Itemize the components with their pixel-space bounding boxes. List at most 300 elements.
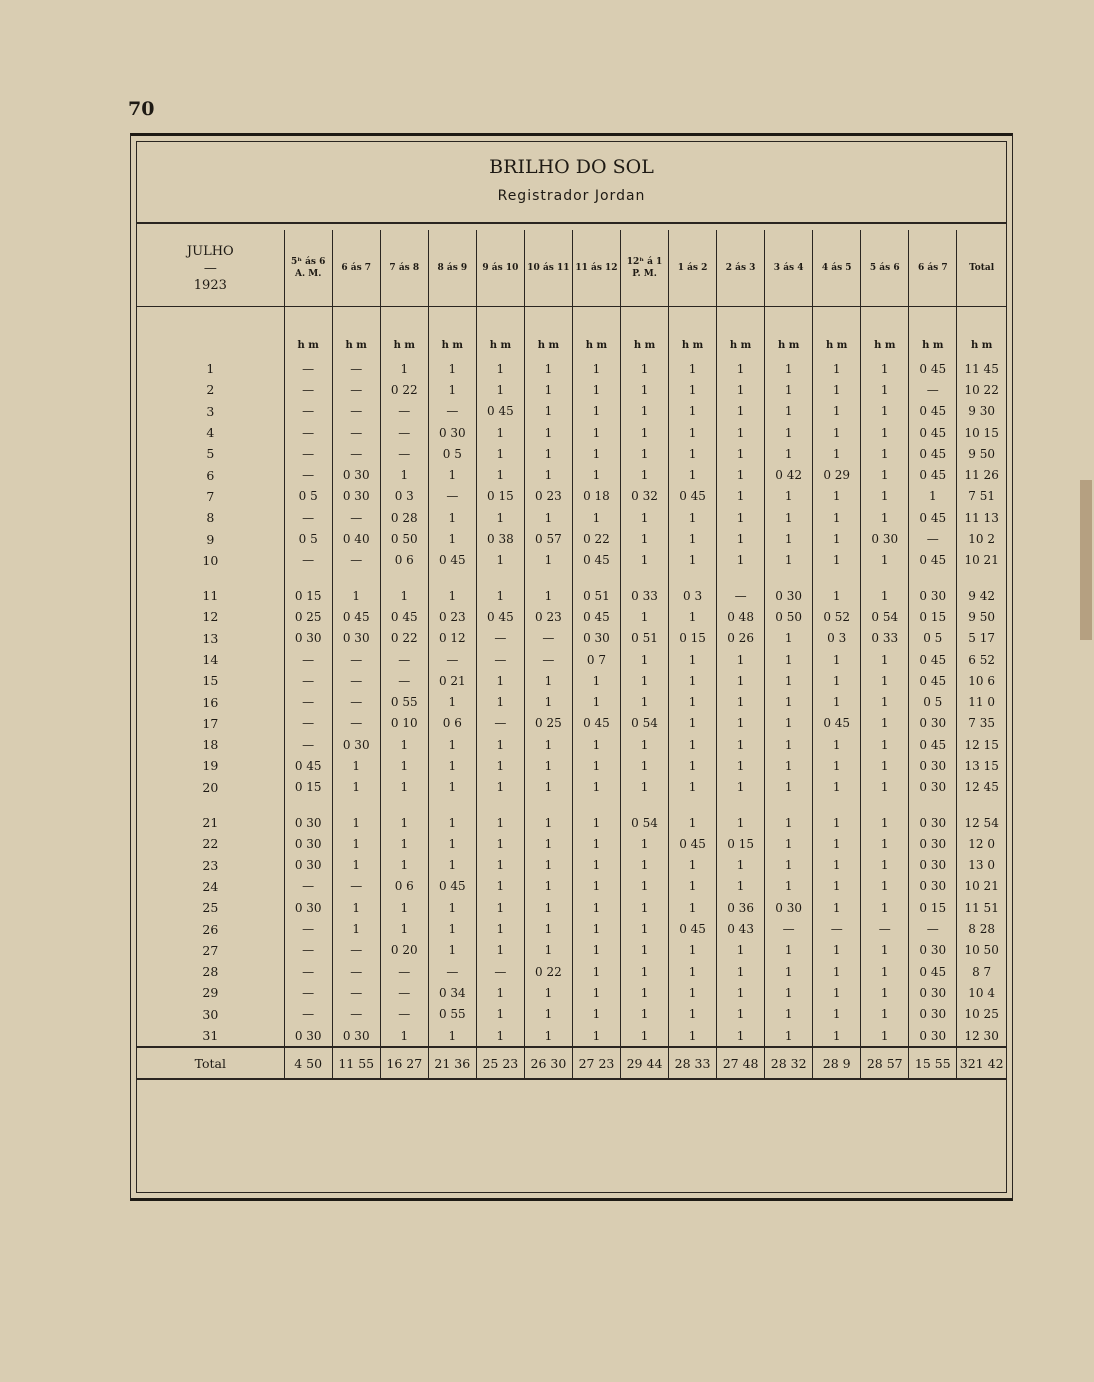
month-dash: — [203,260,217,276]
value-cell: 1 [717,876,765,897]
page-edge-stain [1080,480,1092,640]
value-cell: 0 30 [909,798,957,833]
value-cell: 0 30 [332,734,380,755]
value-cell: 10 25 [957,1004,1006,1025]
value-cell: 1 [524,401,572,422]
value-cell: 0 43 [717,918,765,939]
table-row [137,358,1006,379]
table-row [137,982,1006,1003]
value-cell: — [332,550,380,571]
value-cell: 1 [765,833,813,854]
value-cell: 0 30 [909,1004,957,1025]
value-cell: 1 [620,379,668,400]
table-title: BRILHO DO SOL [489,156,654,178]
table-row [137,507,1006,528]
value-cell: 0 30 [765,897,813,918]
value-cell: 1 [813,855,861,876]
value-cell: 11 0 [957,691,1006,712]
value-cell: 1 [572,940,620,961]
value-cell: 1 [428,777,476,798]
value-cell: 1 [717,1004,765,1025]
value-cell: — [332,982,380,1003]
value-cell: 1 [476,755,524,776]
day-cell: 22 [202,836,219,852]
total-cell: 321 42 [957,1047,1006,1079]
value-cell: 1 [620,982,668,1003]
value-cell: 1 [428,798,476,833]
value-cell: — [284,358,332,379]
value-cell: — [428,649,476,670]
value-cell: 1 [620,422,668,443]
day-cell: 1 [206,361,215,377]
value-cell: 1 [765,961,813,982]
value-cell: 1 [813,670,861,691]
value-cell: 11 13 [957,507,1006,528]
value-cell: 1 [669,798,717,833]
day-cell: 21 [202,815,219,831]
value-cell: — [284,550,332,571]
table-row [137,918,1006,939]
table-row [137,550,1006,571]
value-cell: 1 [428,755,476,776]
units-label: h m [765,307,813,359]
value-cell: 1 [524,1004,572,1025]
value-cell: 1 [861,486,909,507]
value-cell: 0 21 [428,670,476,691]
total-cell: 28 32 [765,1047,813,1079]
value-cell: — [332,443,380,464]
value-cell: — [380,982,428,1003]
value-cell: — [284,649,332,670]
value-cell: 1 [572,755,620,776]
day-cell: 17 [202,715,219,731]
column-header: 9 ás 10 [476,230,524,307]
value-cell: 1 [620,833,668,854]
value-cell: 1 [669,734,717,755]
value-cell: 1 [476,379,524,400]
value-cell: 1 [813,798,861,833]
column-header: 8 ás 9 [428,230,476,307]
value-cell: 1 [476,571,524,606]
value-cell: 12 15 [957,734,1006,755]
day-cell: 14 [202,652,219,667]
value-cell: 1 [524,833,572,854]
value-cell: 0 32 [620,486,668,507]
value-cell: 1 [524,422,572,443]
table-row [137,486,1006,507]
value-cell: 1 [620,670,668,691]
value-cell: 0 23 [524,606,572,627]
value-cell: 1 [861,1025,909,1047]
column-header: 5 ás 6 [861,230,909,307]
value-cell: 0 23 [524,486,572,507]
value-cell: 1 [861,876,909,897]
value-cell: 0 22 [380,379,428,400]
value-cell: 0 54 [620,713,668,734]
table-row [137,628,1006,649]
value-cell: 1 [572,833,620,854]
value-cell: 0 52 [813,606,861,627]
value-cell: 1 [620,507,668,528]
value-cell: 1 [765,507,813,528]
value-cell: 1 [717,401,765,422]
value-cell: 1 [717,670,765,691]
day-cell: 29 [202,985,219,1001]
value-cell: 1 [861,358,909,379]
value-cell: 1 [524,443,572,464]
value-cell: 1 [861,401,909,422]
value-cell: 0 45 [909,507,957,528]
value-cell: 5 17 [957,628,1006,649]
value-cell: 0 6 [380,550,428,571]
value-cell: 1 [861,649,909,670]
value-cell: 0 45 [332,606,380,627]
value-cell: 1 [572,401,620,422]
day-cell: 11 [202,588,219,604]
value-cell: 0 34 [428,982,476,1003]
value-cell: 1 [669,982,717,1003]
value-cell: 1 [524,379,572,400]
column-header [620,230,668,307]
value-cell: 1 [765,528,813,549]
value-cell: 0 15 [717,833,765,854]
value-cell: 1 [620,777,668,798]
value-cell: 1 [669,379,717,400]
value-cell: 1 [620,528,668,549]
value-cell: 1 [620,550,668,571]
day-cell: 19 [202,758,219,774]
value-cell: 1 [717,734,765,755]
value-cell: 0 40 [332,528,380,549]
value-cell: 1 [861,443,909,464]
value-cell: 0 45 [909,961,957,982]
value-cell: 1 [765,855,813,876]
value-cell: 1 [813,961,861,982]
value-cell: 0 30 [909,833,957,854]
value-cell: 13 0 [957,855,1006,876]
value-cell: 1 [813,507,861,528]
value-cell: 1 [765,1025,813,1047]
month-label: JULHO [186,243,234,259]
value-cell: 0 30 [909,940,957,961]
value-cell: 0 45 [909,464,957,485]
value-cell: — [524,628,572,649]
value-cell: — [428,486,476,507]
value-cell: 0 5 [909,691,957,712]
units-label: h m [284,307,332,359]
value-cell: 1 [669,713,717,734]
value-cell: 1 [861,1004,909,1025]
value-cell: 0 45 [476,606,524,627]
value-cell: 0 45 [669,833,717,854]
value-cell: — [332,691,380,712]
value-cell: 1 [428,833,476,854]
value-cell: 0 15 [669,628,717,649]
value-cell: 1 [524,464,572,485]
value-cell: 0 30 [909,876,957,897]
total-cell: 16 27 [380,1047,428,1079]
value-cell: 1 [524,940,572,961]
value-cell: — [380,649,428,670]
value-cell: 0 45 [572,606,620,627]
column-header-line: 12ʰ á 1 [626,257,663,267]
day-cell: 28 [202,964,219,980]
value-cell: 1 [861,550,909,571]
value-cell: 0 25 [524,713,572,734]
value-cell: 1 [669,670,717,691]
value-cell: 1 [572,1004,620,1025]
value-cell: 1 [813,1025,861,1047]
value-cell: — [332,670,380,691]
value-cell: — [380,401,428,422]
value-cell: 1 [669,528,717,549]
value-cell: 0 5 [284,528,332,549]
value-cell: — [476,961,524,982]
total-cell: 21 36 [428,1047,476,1079]
value-cell: 1 [861,713,909,734]
value-cell: 1 [476,422,524,443]
value-cell: 1 [861,755,909,776]
value-cell: 0 15 [909,606,957,627]
table-row [137,422,1006,443]
value-cell: 7 51 [957,486,1006,507]
value-cell: 1 [524,670,572,691]
value-cell: 1 [428,1025,476,1047]
table-row [137,606,1006,627]
day-cell: 7 [206,488,215,504]
value-cell: 1 [813,897,861,918]
value-cell: — [380,1004,428,1025]
value-cell: 10 6 [957,670,1006,691]
value-cell: 10 21 [957,876,1006,897]
value-cell: 1 [717,358,765,379]
value-cell: 1 [524,755,572,776]
value-cell: — [284,507,332,528]
units-label: h m [669,307,717,359]
value-cell: 8 7 [957,961,1006,982]
value-cell: 13 15 [957,755,1006,776]
value-cell: 1 [524,358,572,379]
value-cell: 0 10 [380,713,428,734]
value-cell: 1 [717,691,765,712]
value-cell: 1 [428,691,476,712]
value-cell: 0 45 [380,606,428,627]
day-cell: 12 [202,609,219,625]
value-cell: 1 [572,358,620,379]
value-cell: 0 30 [909,755,957,776]
value-cell: 0 12 [428,628,476,649]
value-cell: 1 [765,358,813,379]
table-row [137,528,1006,549]
value-cell: 1 [620,464,668,485]
value-cell: 1 [620,918,668,939]
value-cell: 0 57 [524,528,572,549]
value-cell: — [332,940,380,961]
value-cell: 1 [380,358,428,379]
title-divider [137,222,1006,224]
value-cell: 0 45 [909,358,957,379]
value-cell: 9 42 [957,571,1006,606]
table-row [137,1025,1006,1047]
value-cell: 1 [428,897,476,918]
value-cell: 1 [765,550,813,571]
value-cell: 10 22 [957,379,1006,400]
value-cell: 0 22 [524,961,572,982]
value-cell: — [765,918,813,939]
value-cell: — [332,507,380,528]
value-cell: 1 [380,571,428,606]
value-cell: 1 [332,777,380,798]
value-cell: 1 [476,1025,524,1047]
day-cell: 8 [206,510,215,526]
value-cell: 1 [476,550,524,571]
value-cell: 1 [717,982,765,1003]
value-cell: 1 [813,422,861,443]
table-row [137,1004,1006,1025]
value-cell: 1 [428,855,476,876]
column-header: 1 ás 2 [669,230,717,307]
value-cell: 0 3 [813,628,861,649]
value-cell: 0 38 [476,528,524,549]
value-cell: 0 30 [909,855,957,876]
value-cell: 1 [765,691,813,712]
day-cell: 26 [202,921,219,937]
value-cell: 1 [717,422,765,443]
column-header-line: P. M. [632,269,657,279]
value-cell: — [284,691,332,712]
total-cell: 27 48 [717,1047,765,1079]
total-cell: 28 57 [861,1047,909,1079]
day-cell: 10 [202,552,219,568]
value-cell: 1 [476,507,524,528]
value-cell: — [428,401,476,422]
units-label: h m [572,307,620,359]
value-cell: 0 45 [909,443,957,464]
value-cell: 1 [476,670,524,691]
table-row [137,855,1006,876]
value-cell: 1 [572,897,620,918]
value-cell: 1 [620,649,668,670]
value-cell: — [380,670,428,691]
value-cell: 0 45 [909,649,957,670]
value-cell: 1 [620,606,668,627]
value-cell: 1 [813,734,861,755]
value-cell: 0 45 [669,486,717,507]
total-cell: 4 50 [284,1047,332,1079]
table-subtitle: Registrador Jordan [497,188,646,204]
day-cell: 3 [206,403,215,419]
value-cell: 1 [717,528,765,549]
value-cell: 1 [332,918,380,939]
value-cell: 1 [428,464,476,485]
day-cell: 4 [206,425,215,441]
value-cell: — [332,379,380,400]
units-label: h m [620,307,668,359]
value-cell: 0 29 [813,464,861,485]
value-cell: 1 [813,528,861,549]
units-row [137,307,1006,359]
total-row [137,1047,1006,1079]
value-cell: 1 [813,940,861,961]
value-cell: 1 [620,443,668,464]
value-cell: — [284,982,332,1003]
units-label: h m [524,307,572,359]
value-cell: 0 28 [380,507,428,528]
total-cell: 26 30 [524,1047,572,1079]
value-cell: 0 54 [620,798,668,833]
value-cell: 1 [620,897,668,918]
value-cell: — [284,734,332,755]
total-cell: 15 55 [909,1047,957,1079]
value-cell: 1 [332,833,380,854]
value-cell: — [284,918,332,939]
value-cell: 1 [524,691,572,712]
value-cell: 1 [813,755,861,776]
value-cell: 1 [476,734,524,755]
column-header: 11 ás 12 [572,230,620,307]
value-cell: 0 30 [284,1025,332,1047]
value-cell: 1 [572,379,620,400]
value-cell: 0 6 [380,876,428,897]
value-cell: — [909,918,957,939]
value-cell: 0 30 [909,777,957,798]
value-cell: 1 [620,755,668,776]
sunshine-table [137,230,1006,1080]
table-row [137,876,1006,897]
value-cell: 1 [572,1025,620,1047]
value-cell: 1 [813,982,861,1003]
value-cell: 0 45 [572,713,620,734]
value-cell: 1 [717,798,765,833]
value-cell: 0 30 [332,486,380,507]
value-cell: 0 18 [572,486,620,507]
value-cell: 1 [813,379,861,400]
column-header-line: 5ʰ ás 6 [290,257,326,267]
value-cell: 1 [813,550,861,571]
value-cell: 1 [765,628,813,649]
value-cell: 0 30 [332,464,380,485]
value-cell: — [813,918,861,939]
value-cell: 1 [669,876,717,897]
value-cell: 1 [572,507,620,528]
page-number: 70 [128,98,155,120]
value-cell: 1 [572,961,620,982]
value-cell: 1 [524,982,572,1003]
value-cell: 1 [813,571,861,606]
value-cell: 1 [861,379,909,400]
value-cell: 1 [669,755,717,776]
day-cell: 5 [206,446,215,462]
value-cell: 1 [669,443,717,464]
value-cell: 0 15 [476,486,524,507]
value-cell: 0 25 [284,606,332,627]
value-cell: 1 [620,1004,668,1025]
value-cell: 1 [476,464,524,485]
value-cell: 0 45 [909,734,957,755]
value-cell: 1 [476,982,524,1003]
value-cell: 1 [813,443,861,464]
value-cell: — [380,443,428,464]
value-cell: 1 [765,670,813,691]
value-cell: 0 7 [572,649,620,670]
value-cell: 0 30 [909,1025,957,1047]
units-label: h m [380,307,428,359]
value-cell: — [332,422,380,443]
column-header: 3 ás 4 [765,230,813,307]
value-cell: 1 [620,401,668,422]
day-cell: 18 [202,737,219,753]
total-cell: 28 9 [813,1047,861,1079]
